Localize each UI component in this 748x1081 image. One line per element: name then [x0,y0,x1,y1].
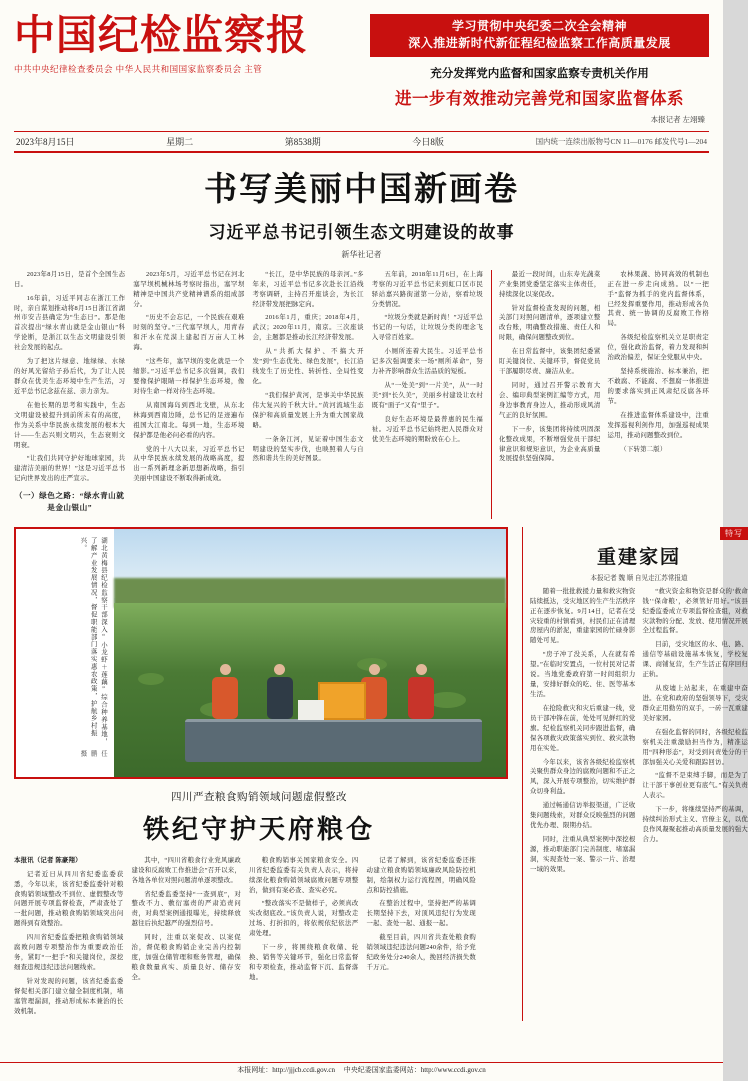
paragraph: “这些年，塞罕坝的变化就是一个缩影。”习近平总书记多次强调，我们要像保护眼睛一样保护生态环境，像对待生命一样对待生态环境。 [133,358,245,395]
person-head [274,664,285,675]
footer-ccdi-site[interactable]: 中央纪委国家监委网站：http://www.ccdi.gov.cn [343,1066,486,1074]
person-figure [404,664,438,732]
person-figure [208,664,242,732]
photo-caption [16,529,114,777]
paragraph: 良好生态环境是最普惠的民生福祉。习近平总书记始终把人民群众对优美生态环境的期盼放在心上。 [371,415,483,443]
paragraph: 在抢险救灾和灾后重建一线，党员干部冲锋在前，处处可见鲜红的党旗。纪检监察机关同步跟进监督，确保各项救灾政策落实到位、救灾款物用在实处。 [530,704,636,752]
feature-byline: 本报记者 魏 顺 自见走江苏常报道 [590,574,688,582]
paragraph: 下一步，该集团将持续巩固深化整改成果，不断增强党员干部纪律意识和规矩意识，为企业高质量发展提供坚强保障。 [499,425,601,463]
paragraph: 四川省纪委监委把粮食购销领域腐败问题专项整治作为重要政治任务，紧盯“一把手”和关键岗位，深挖细查违规违纪违法问题线索。 [14,934,124,971]
paragraph: 其中，“四川省粮食行业党风廉政建设和反腐败工作推进会”召开以来，各地各单位对照问题清单逐项整改。 [131,856,241,884]
paragraph: 同时，通过召开警示教育大会、编印典型案例汇编等方式，用身边事教育身边人，推动形成风清气正的良好氛围。 [499,382,601,419]
bottom-column-2 [132,856,242,1021]
paragraph: “长江，是中华民族的母亲河。”多年来，习近平总书记多次赴长江沿线考察调研，主持召开座谈会，为长江经济带发展把脉定向。 [252,270,364,308]
paragraph: 目前，受灾地区的水、电、路、通信等基础设施基本恢复，学校复课、商铺复营，生产生活正有序回归正轨。 [642,641,748,679]
paragraph: 各级纪检监察机关立足职责定位，强化政治监督，着力发现和纠治政治偏差，保证全党服从中央。 [607,334,709,362]
bottom-article-columns [0,848,490,1021]
lotus-leaf [138,673,164,685]
paragraph: 最近一段时间，山东寿光蔬菜产业集团党委坚定落实主体责任，持续深化以案促改。 [499,270,601,298]
photo-block [14,527,508,779]
lead-main-headline: 进一步有效推动完善党和国家监督体系 [395,88,684,108]
paragraph: “让我们共同守护好地球家园，共建清洁美丽的世界！”这是习近平总书记向世界发出的庄严宣示。 [14,455,126,483]
person-body [267,677,293,719]
feature-tag-badge: 特写 [720,527,748,540]
paragraph: 今年以来，该省各级纪检监察机关聚焦群众身边的腐败问题和不正之风，深入开展专项整治，切实维护群众切身利益。 [530,758,636,796]
feature-header [530,527,748,540]
paragraph: 从废墟上站起来，在重建中奋进。在党和政府的坚强领导下，受灾群众正用勤劳的双手，一砖一瓦重建美好家园。 [642,685,748,722]
paragraph: 记者近日从四川省纪委监委获悉，今年以来，该省纪委监委针对粮食购销领域整改不到位、虚假整改等问题开展专项监督检查，严肃查处了一批问题，推动粮食购销领域突出问题得到有效整治。 [14,870,124,928]
paragraph: “房子冲了没关系，人在就有希望。”在临时安置点，一位村民对记者说。当地党委政府第一时间组织力量，安排好群众的吃、住、医等基本生活。 [530,651,636,698]
article-column-1 [14,270,125,519]
masthead-left [14,11,364,75]
paragraph: 同时，注重以案促改、以案促治，督促粮食购销企业完善内控制度，加强仓储管理和账务管理，确保粮食数量真实、质量良好、储存安全。 [131,934,241,981]
slogan-line-1: 学习贯彻中央纪委二次全会精神 [451,19,627,33]
issue-info-bar [14,131,709,153]
paragraph: 2023年8月15日，是首个全国生态日。 [14,270,126,288]
feature-title: 重建家园 [596,545,681,568]
newspaper-title: 中国纪检监察报 [14,11,308,59]
paragraph: 通过畅通信访举报渠道，广泛收集问题线索，对群众反映强烈的问题优先办理、限期办结。 [530,802,636,830]
page-subtitle: 习近平总书记引领生态文明建设的故事 [208,222,515,242]
newspaper-authority: 中共中央纪律检查委员会 中华人民共和国国家监察委员会 主管 [14,64,263,75]
paragraph: 从“共抓大保护、不搞大开发”到“生态优先、绿色发展”，长江沿线发生了历史性、转折性、全局性变化。 [252,348,364,385]
paragraph: 针对发现的问题，该省纪委监委督促相关部门建立健全制度机制，堵塞管理漏洞，推动形成标本兼治的长效机制。 [14,977,124,1015]
paragraph: 下一步，将围绕粮食收储、轮换、销售等关键环节，强化日常监督和专项检查，推动监督下沉、监督落地。 [249,944,359,981]
issue-date: 2023年8月15日 [16,136,75,147]
article-column-2 [133,270,244,519]
rail-column-1 [499,270,601,519]
paragraph: “救灾资金和物资是群众的‘救命钱’‘保命粮’，必须管好用好。”该县纪委监委成立专项监督检查组，对救灾款物的分配、发放、使用情况开展全过程监督。 [642,587,748,635]
paragraph: 为了把这片绿意、地绿绿、水绿的好风光留给子孙后代，为了让人民群众在优美生态环境中生产生活，习近平总书记念兹在兹、亲力亲为。 [14,358,126,395]
paragraph: 党的十八大以来，习近平总书记从中华民族永续发展的战略高度，提出一系列新理念新思想新战略，指引美丽中国建设不断取得新成效。 [133,445,245,483]
paragraph: 记者了解到，该省纪委监委还推动建立粮食购销领域廉政风险防控机制，绘制权力运行流程图，明确风险点和防控措施。 [366,856,476,894]
paragraph: 下一步，将继续坚持严的基调，持续纠治形式主义、官僚主义，以优良作风凝聚起推动高质量发展的强大合力。 [642,806,748,843]
paragraph: 16年前，习近平同志在浙江工作时，亲自谋划推动将8月15日浙江省湖州市安吉县确定为“生态日”。那是他首次提出“绿水青山就是金山银山”科学论断，是浙江以生态文明建设引领社会发展的起点。 [14,294,126,352]
section-subtitle: （一）绿色之路：“绿水青山就是金山银山” [14,491,125,512]
person-figure [263,664,297,732]
paragraph: 一条条江河，见证着中国生态文明建设的坚实步伐，也映照着人与自然和谐共生的美好图景。 [252,435,364,463]
page-footer [0,1062,723,1081]
bottom-column-4 [367,856,477,1021]
paragraph: 坚持系统施治、标本兼治，把不敢腐、不能腐、不想腐一体推进的要求落实到正风肃纪反腐各环节。 [607,368,709,405]
paragraph: 从南国海岛到西北戈壁，从东北林海到西南边陲，总书记的足迹遍布祖国大江南北。每到一地，生态环境保护都是他必问必看的内容。 [133,401,245,439]
paragraph: 随着一批批救援力量和救灾物资陆续抵达，受灾地区的生产生活秩序正在逐步恢复。9月14日，记者在受灾较重的村镇看到，村民们正在清理房屋内的淤泥，重建家园的忙碌身影随处可见。 [530,587,636,645]
white-crate [298,700,324,720]
paragraph: （下转第二版） [620,445,667,453]
lead-shoulder-headline: 充分发挥党内监督和国家监察专责机关作用 [430,67,649,80]
issue-registration: 国内统一连续出版物号CN 11—0176 邮发代号1—204 [535,136,707,146]
slogan-banner [370,14,709,57]
bottom-column-3 [249,856,359,1021]
paragraph: 2023年5月，习近平总书记在河北塞罕坝机械林场考察时指出，塞罕坝精神是中国共产党精神谱系的组成部分。 [133,270,245,308]
slogan-line-2: 深入推进新时代新征程纪检监察工作高质量发展 [408,36,671,51]
paragraph: 省纪委监委坚持“一查到底”，对整改不力、敷衍塞责的严肃追责问责，对典型案例通报曝光，持续释放越往后执纪越严的强烈信号。 [131,890,241,928]
secondary-headline-block [0,779,518,848]
bottom-column-1 [14,856,124,1021]
paragraph: 在强化监督的同时，各级纪检监察机关注重激励担当作为，精准运用“四种形态”，对受到问责处分的干部加强关心关爱和跟踪回访。 [642,728,748,766]
paragraph: “垃圾分类就是新时尚！”习近平总书记的一句话，让垃圾分类的理念飞入寻常百姓家。 [371,314,483,342]
photo-caption-text: 湖北黄梅县纪检监察干部深入“小龙虾＋莲藕”综合种养基地，了解产业发展情况，督促职能部门落实惠农政策，护航乡村振兴。 [79,536,107,746]
paragraph: 2016年1月，重庆；2018年4月，武汉；2020年11月，南京。三次座谈会，主题都是推动长江经济带发展。 [252,314,364,342]
person-head [369,664,380,675]
person-head [416,664,427,675]
paragraph: 在日常监督中，该集团纪委紧盯关键岗位、关键环节，督促党员干部履职尽责、廉洁从业。 [499,348,601,376]
right-rail-top [491,270,709,519]
orange-crate [318,682,366,720]
person-body [408,677,434,719]
paragraph: 同时，注重从典型案例中深挖根源，推动职能部门完善制度、堵塞漏洞，实现查处一案、警示一片、治理一域的效果。 [530,835,636,873]
page-title: 书写美丽中国新画卷 [204,168,519,208]
masthead-right [364,14,709,125]
photo-credit: 任 鹏 摄 [79,749,107,757]
masthead [0,0,723,127]
feature-column-2 [643,587,748,879]
article-column-4 [372,270,483,519]
article-column-3 [253,270,364,519]
issue-pages: 今日8版 [412,136,444,147]
paragraph: 截至目前，四川省共查处粮食购销领域违纪违法问题240余件，给予党纪政务处分240余人，挽回经济损失数千万元。 [366,934,476,971]
paragraph: 在整治过程中，坚持把严的基调长期坚持下去，对顶风违纪行为发现一起、查处一起、通报一起。 [366,900,476,928]
main-headline-block [0,153,723,264]
secondary-kicker: 四川严查粮食购销领域问题虚假整改 [171,791,347,803]
rail-column-2 [608,270,710,519]
paragraph: 农林果蔬、协同高效的机制也正在进一步走向成熟。以“一把手”监督为抓手的党内监督体系，已经发挥重要作用，推动形成各负其责、统一协调的反腐败工作格局。 [607,270,709,328]
lead-byline: 本报记者 左翊臻 [650,114,705,124]
paragraph: 粮食购销事关国家粮食安全。四川省纪委监委有关负责人表示，将持续深化粮食购销领域腐败问题专项整治，做到有案必查、查实必究。 [249,856,359,894]
news-photo [114,529,506,777]
paragraph: “整改落实不是做样子，必须真改实改彻底改。”该负责人说，对整改走过场、打折扣的，将依规依纪依法严肃处理。 [249,900,359,938]
paragraph: “我们保护黄河，是事关中华民族伟大复兴的千秋大计。”黄河流域生态保护和高质量发展上升为重大国家战略。 [252,391,364,429]
person-head [220,664,231,675]
top-article-columns [0,264,723,519]
page-credit: 新华社记者 [341,249,382,259]
paragraph: 在他长期的思考和实践中，生态文明建设被提升到前所未有的高度，作为关系中华民族永续发展的根本大计——生态兴则文明兴，生态衰则文明衰。 [14,401,126,449]
article-byline: 本报讯（记者 陈豪翔） [14,856,82,864]
paragraph: 五年前，2018年11月6日，在上海考察的习近平总书记来到虹口区市民驿站嘉兴路街道第一分站，察看垃圾分类情况。 [371,270,483,308]
paragraph: “历史不会忘记，一个民族在艰难时刻的坚守。”三代塞罕坝人，用青春和汗水在荒漠上建起百万亩人工林海。 [133,314,245,352]
paragraph: 在推进监督体系建设中，注重发挥巡视利剑作用，加强巡视成果运用，推动问题整改到位。 [607,411,709,439]
person-body [212,677,238,719]
issue-weekday: 星期二 [166,136,194,147]
feature-section [522,527,748,1021]
paragraph: 针对监督检查发现的问题，相关部门对照问题清单，逐项建立整改台账，明确整改措施、责任人和时限，确保问题整改到位。 [499,304,601,342]
feature-column-1 [530,587,636,879]
paragraph: “监督不是束缚手脚，而是为了让干部干事创业更有底气。”有关负责人表示。 [642,772,748,800]
secondary-title: 铁纪守护天府粮仓 [142,814,375,845]
issue-number: 第8538期 [284,136,321,147]
paragraph: 从“一处美”到“一片美”，从“一时美”到“长久美”，美丽乡村建设让农村既有“面子”又有“里子”。 [371,382,483,409]
footer-website[interactable]: 本报网址：http://jjjcb.ccdi.gov.cn [237,1066,335,1074]
paragraph: 小厕所连着大民生。习近平总书记多次强调要来一场“厕所革命”，努力补齐影响群众生活品质的短板。 [371,348,483,376]
